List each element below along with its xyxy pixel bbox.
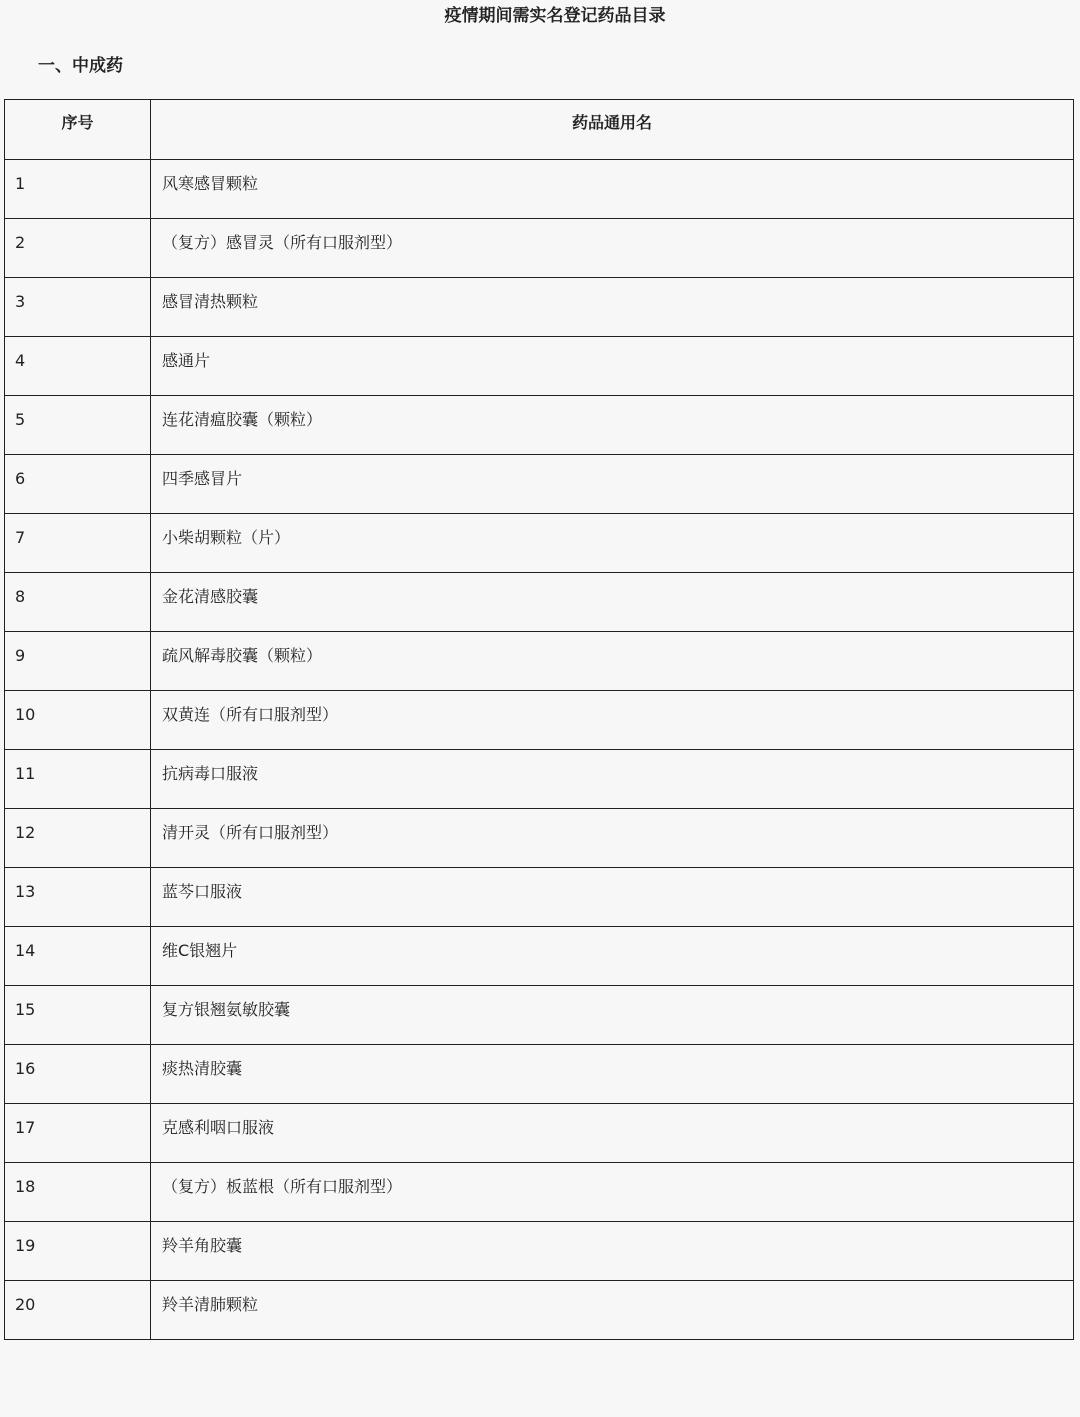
table-row [5, 455, 1074, 514]
serial-number-cell: 15 [5, 986, 151, 1045]
table-row [5, 868, 1074, 927]
table-row [5, 337, 1074, 396]
table-row [5, 396, 1074, 455]
drug-name-cell: 痰热清胶囊 [151, 1045, 1074, 1104]
table-header-row [5, 100, 1074, 160]
serial-number-cell: 18 [5, 1163, 151, 1222]
table-row [5, 750, 1074, 809]
drug-table [4, 99, 1074, 1340]
table-row [5, 573, 1074, 632]
table-body [5, 160, 1074, 1340]
table-row [5, 632, 1074, 691]
serial-number-cell: 14 [5, 927, 151, 986]
drug-name-cell: 金花清感胶囊 [151, 573, 1074, 632]
serial-number-cell: 19 [5, 1222, 151, 1281]
serial-number-cell: 9 [5, 632, 151, 691]
serial-number-cell: 13 [5, 868, 151, 927]
serial-number-cell: 7 [5, 514, 151, 573]
drug-name-cell: 羚羊角胶囊 [151, 1222, 1074, 1281]
serial-number-cell: 2 [5, 219, 151, 278]
table-row [5, 514, 1074, 573]
serial-number-cell: 20 [5, 1281, 151, 1340]
table-row [5, 927, 1074, 986]
header-drug-name: 药品通用名 [151, 100, 1074, 160]
table-row [5, 219, 1074, 278]
drug-name-cell: 克感利咽口服液 [151, 1104, 1074, 1163]
drug-name-cell: 连花清瘟胶囊（颗粒） [151, 396, 1074, 455]
drug-name-cell: 小柴胡颗粒（片） [151, 514, 1074, 573]
table-row [5, 1163, 1074, 1222]
header-serial-number: 序号 [5, 100, 151, 160]
drug-name-cell: 清开灵（所有口服剂型） [151, 809, 1074, 868]
serial-number-cell: 3 [5, 278, 151, 337]
serial-number-cell: 10 [5, 691, 151, 750]
drug-name-cell: 感冒清热颗粒 [151, 278, 1074, 337]
serial-number-cell: 17 [5, 1104, 151, 1163]
serial-number-cell: 8 [5, 573, 151, 632]
table-row [5, 809, 1074, 868]
serial-number-cell: 4 [5, 337, 151, 396]
serial-number-cell: 12 [5, 809, 151, 868]
serial-number-cell: 16 [5, 1045, 151, 1104]
table-row [5, 278, 1074, 337]
serial-number-cell: 11 [5, 750, 151, 809]
drug-name-cell: 双黄连（所有口服剂型） [151, 691, 1074, 750]
table-row [5, 691, 1074, 750]
table-row [5, 1281, 1074, 1340]
drug-name-cell: 抗病毒口服液 [151, 750, 1074, 809]
drug-name-cell: 风寒感冒颗粒 [151, 160, 1074, 219]
serial-number-cell: 1 [5, 160, 151, 219]
drug-name-cell: 蓝芩口服液 [151, 868, 1074, 927]
drug-name-cell: 四季感冒片 [151, 455, 1074, 514]
serial-number-cell: 6 [5, 455, 151, 514]
table-row [5, 160, 1074, 219]
drug-name-cell: （复方）感冒灵（所有口服剂型） [151, 219, 1074, 278]
document-title: 疫情期间需实名登记药品目录 [444, 6, 666, 26]
drug-name-cell: （复方）板蓝根（所有口服剂型） [151, 1163, 1074, 1222]
table-row [5, 1104, 1074, 1163]
table-row [5, 986, 1074, 1045]
drug-name-cell: 复方银翘氨敏胶囊 [151, 986, 1074, 1045]
serial-number-cell: 5 [5, 396, 151, 455]
drug-name-cell: 维C银翘片 [151, 927, 1074, 986]
table-row [5, 1222, 1074, 1281]
drug-name-cell: 疏风解毒胶囊（颗粒） [151, 632, 1074, 691]
table-row [5, 1045, 1074, 1104]
drug-name-cell: 感通片 [151, 337, 1074, 396]
drug-name-cell: 羚羊清肺颗粒 [151, 1281, 1074, 1340]
section-heading: 一、中成药 [38, 56, 123, 76]
